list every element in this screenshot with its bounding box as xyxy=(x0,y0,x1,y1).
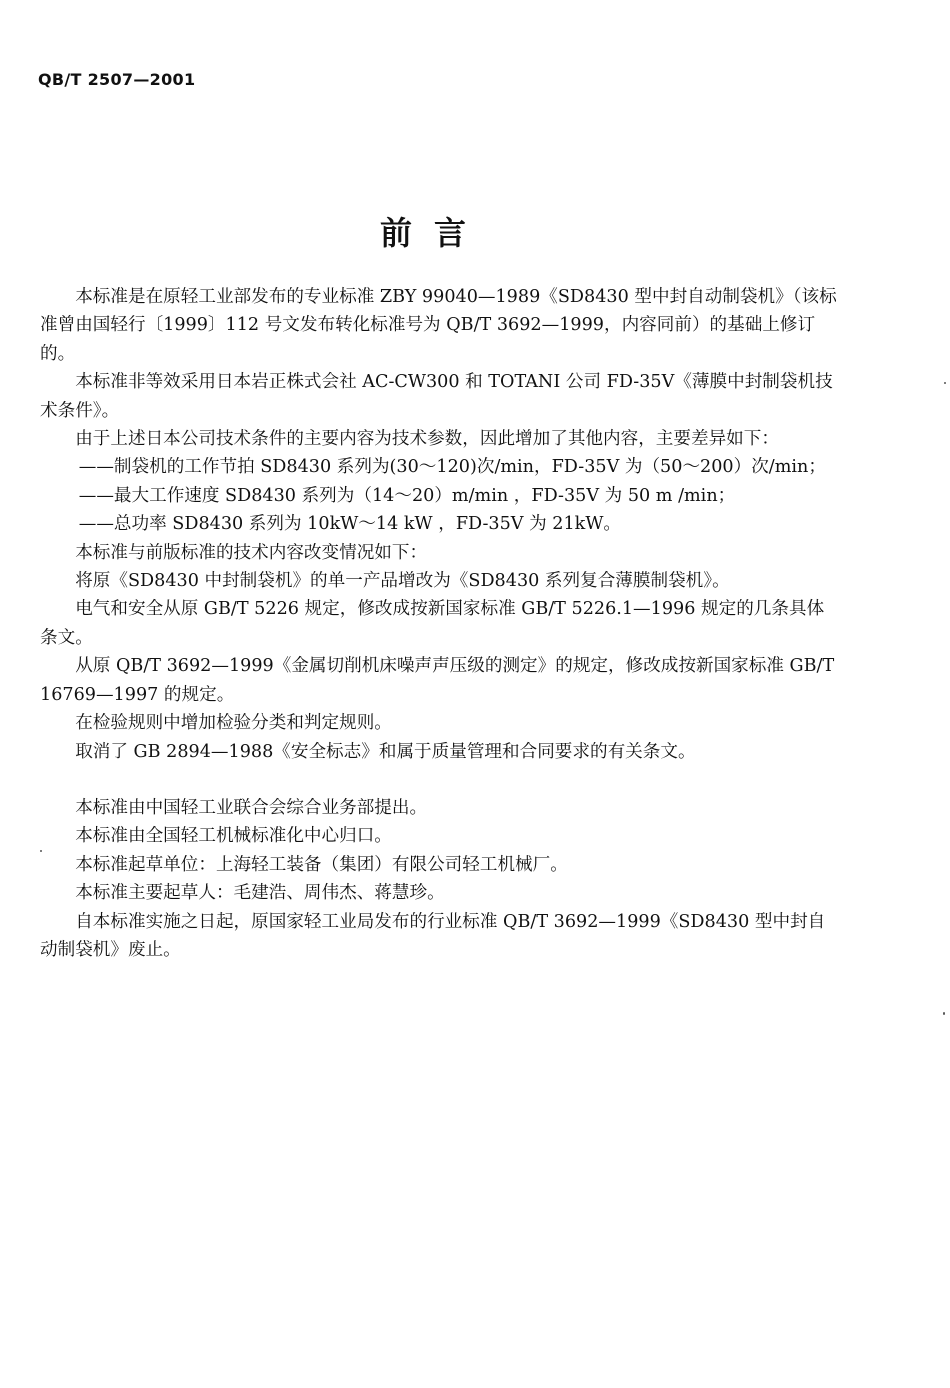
paragraph-drafters: 本标准主要起草人：毛建浩、周伟杰、蒋慧珍。 xyxy=(75,883,445,904)
paragraph-change: 从原 QB/T 3692—1999《金属切削机床噪声声压级的测定》的规定，修改成按新国家标准 GB/T 16769—1997 的规定。 xyxy=(40,656,835,705)
standard-code: QB/T 2507—2001 xyxy=(38,70,196,89)
paragraph-proposer: 本标准由中国轻工业联合会综合业务部提出。 xyxy=(75,797,428,818)
paragraph-change: 将原《SD8430 中封制袋机》的单一产品增改为《SD8430 系列复合薄膜制袋机》。 xyxy=(75,571,730,592)
paragraph-repeal: 自本标准实施之日起，原国家轻工业局发布的行业标准 QB/T 3692—1999《SD8430 型中封自动制袋机》废止。 xyxy=(40,911,826,960)
paragraph-changes-intro: 本标准与前版标准的技术内容改变情况如下： xyxy=(75,542,428,563)
difference-item: ——制袋机的工作节拍 SD8430 系列为(30～120)次/min，FD-35V 为（50～200）次/min； xyxy=(78,457,826,478)
paragraph-change: 取消了 GB 2894—1988《安全标志》和属于质量管理和合同要求的有关条文。 xyxy=(75,741,696,762)
page-title: 前言 xyxy=(379,214,488,252)
paragraph-change: 电气和安全从原 GB/T 5226 规定，修改成按新国家标准 GB/T 5226.1—1996 规定的几条具体条文。 xyxy=(40,599,825,648)
paragraph-adoption: 本标准非等效采用日本岩正株式会社 AC-CW300 和 TOTANI 公司 FD-35V《薄膜中封制袋机技术条件》。 xyxy=(40,372,833,421)
difference-item: ——总功率 SD8430 系列为 10kW～14 kW ，FD-35V 为 21kW。 xyxy=(78,514,621,535)
paragraph-differences-intro: 由于上述日本公司技术条件的主要内容为技术参数，因此增加了其他内容，主要差异如下： xyxy=(75,429,779,450)
scan-speck xyxy=(943,1012,945,1015)
section-gap xyxy=(40,766,840,794)
paragraph-basis: 本标准是在原轻工业部发布的专业标准 ZBY 99040—1989《SD8430 型中封自动制袋机》（该标准曾由国轻行〔1999〕112 号文发布转化标准号为 QB/T 3692—1999，内容同前）的基础上修订的。 xyxy=(40,287,837,364)
difference-item: ——最大工作速度 SD8430 系列为（14～20）m/min ，FD-35V 为 50 m /min； xyxy=(78,485,736,506)
paragraph-centralized: 本标准由全国轻工机械标准化中心归口。 xyxy=(75,826,392,847)
preface-body xyxy=(40,283,840,964)
paragraph-drafting-unit: 本标准起草单位：上海轻工装备（集团）有限公司轻工机械厂。 xyxy=(75,854,568,875)
scan-speck xyxy=(40,850,42,852)
paragraph-change: 在检验规则中增加检验分类和判定规则。 xyxy=(75,713,392,734)
scan-speck xyxy=(944,382,946,384)
